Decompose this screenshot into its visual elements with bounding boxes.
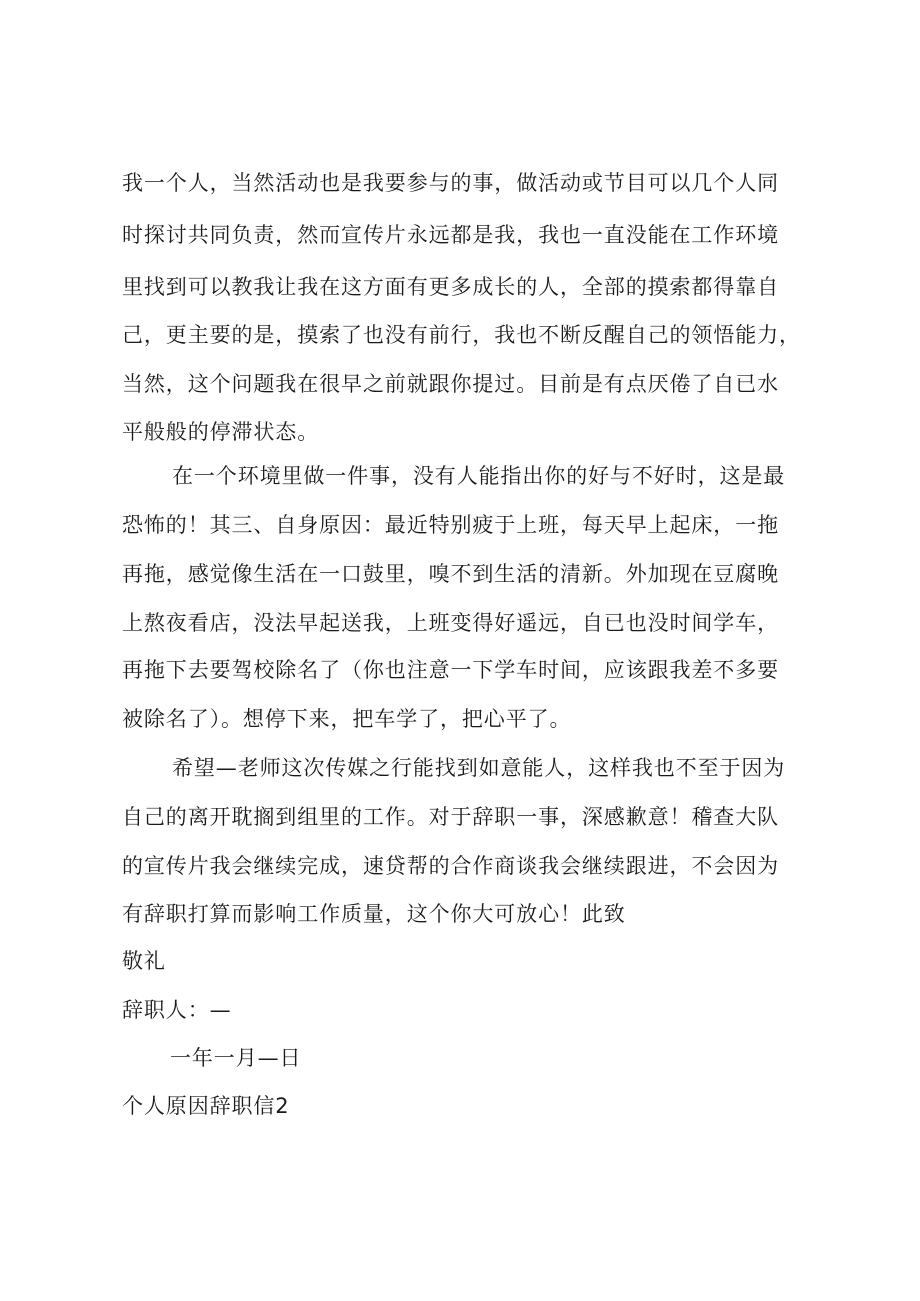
text-line: 有辞职打算而影响工作质量，这个你大可放心！此致 [122, 902, 626, 926]
text-line: 在一个环境里做一件事，没有人能指出你的好与不好时，这是最 [172, 464, 786, 488]
text-line: 再拖下去要驾校除名了（你也注意一下学车时间，应该跟我差不多要 [122, 658, 779, 682]
text-line: 当然，这个问题我在很早之前就跟你提过。目前是有点厌倦了自已水 [122, 372, 779, 396]
text-line: 的宣传片我会继续完成，速贷帮的合作商谈我会继续跟进，不会因为 [122, 854, 779, 878]
text-line: 恐怖的！其三、自身原因：最近特别疲于上班，每天早上起床，一拖 [122, 513, 779, 537]
text-line: 己，更主要的是，摸索了也没有前行，我也不断反醒自己的领悟能力， [122, 323, 801, 347]
date-line: 一年一月—日 [170, 1046, 302, 1070]
next-section-heading: 个人原因辞职信2 [122, 1094, 290, 1118]
text-line: 再拖，感觉像生活在一口鼓里，嗅不到生活的清新。外加现在豆腐晚 [122, 562, 779, 586]
text-line: 被除名了）。想停下来，把车学了，把心平了。 [122, 707, 572, 731]
text-line: 我一个人，当然活动也是我要参与的事，做活动或节目可以几个人同 [122, 171, 779, 195]
signature-line: 辞职人：— [122, 998, 232, 1022]
text-line: 时探讨共同负责，然而宣传片永远都是我，我也一直没能在工作环境 [122, 223, 779, 247]
text-line: 希望—老师这次传媒之行能找到如意能人，这样我也不至于因为 [172, 756, 786, 780]
text-line: 里找到可以教我让我在这方面有更多成长的人，全部的摸索都得靠自 [122, 275, 779, 299]
closing-salutation: 敬礼 [122, 949, 166, 973]
text-line: 平般般的停滞状态。 [122, 420, 320, 444]
text-line: 自己的离开耽搁到组里的工作。对于辞职一事，深感歉意！稽查大队 [122, 805, 779, 829]
text-line: 上熬夜看店，没法早起送我，上班变得好遥远，自已也没时间学车， [122, 611, 779, 635]
